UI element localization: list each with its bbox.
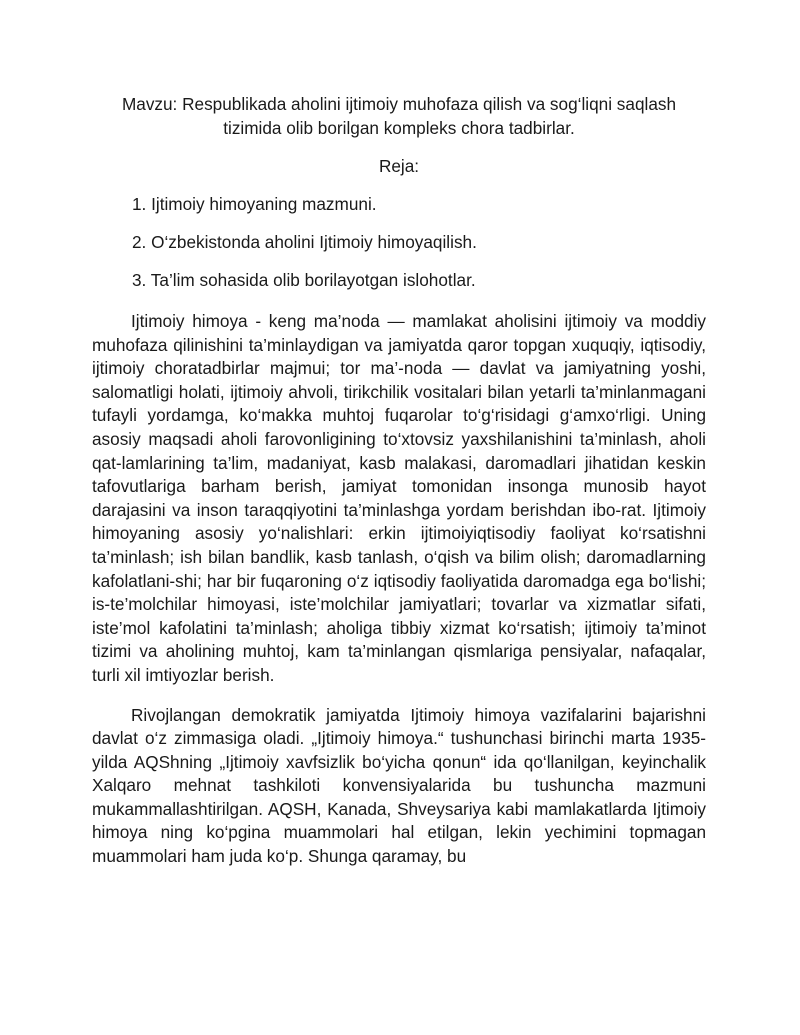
title-line-2: tizimida olib borilgan kompleks chora tadbirlar. (223, 118, 575, 138)
plan-list (92, 192, 706, 292)
title-line-1: Mavzu: Respublikada aholini ijtimoiy muhofaza qilish va sog‘liqni saqlash (121, 94, 677, 114)
document-title (92, 92, 706, 140)
body-paragraph: Rivojlangan demokratik jamiyatda Ijtimoiy himoya vazifalarini bajarishni davlat o‘z zimmasiga oladi. „Ijtimoiy himoya.“ tushunchasi birinchi marta 1935-yilda AQShning „Ijtimoiy xavfsizlik bo‘yicha qonun“ ida qo‘llanilgan, keyinchalik Xalqaro mehnat tashkiloti konvensiyalarida bu tushuncha mazmuni mukammallashtirilgan. AQSH, Kanada, Shveysariya kabi mamlakatlarda Ijtimoiy himoya ning ko‘pgina muammolari hal etilgan, lekin yechimini topmagan muammolari ham juda ko‘p. Shunga qaramay, bu (92, 704, 706, 867)
body-paragraph: Ijtimoiy himoya - keng ma’noda — mamlakat aholisini ijtimoiy va moddiy muhofaza qilinishini ta’minlaydigan va jamiyatda qaror topgan xuquqiy, iqtisodiy, ijtimoiy choratadbirlar majmui; tor ma’-noda — davlat va jamiyatning yoshi, salomatligi holati, ijtimoiy ahvoli, tirikchilik vositalari bilan yetarli ta’minlanmagani tufayli yordamga, ko‘makka muhtoj fuqarolar to‘g‘risidagi g‘amxo‘rligi. Uning asosiy maqsadi aholi farovonligining to‘xtovsiz yaxshilanishini ta’minlash, aholi qat-lamlarining ta’lim, madaniyat, kasb malakasi, daromadlari jihatidan keskin tafovutlariga barham berish, jamiyat tomonidan insonga munosib hayot darajasini va inson taraqqiyotini ta’minlashga yordam berishdan ibo-rat. Ijtimoiy himoyaning asosiy yo‘nalishlari: erkin ijtimoiyiqtisodiy faoliyat ko‘rsatishni ta’minlash; ish bilan bandlik, kasb tanlash, o‘qish va bilim olish; daromadlarning kafolatlani-shi; har bir fuqaroning o‘z iqtisodiy faoliyatida daromadga ega bo‘lishi; is-te’molchilar himoyasi, iste’molchilar jamiyatlari; tovarlar va xizmatlar sifati, iste’mol kafolatini ta’minlash; aholiga tibbiy xizmat ko‘rsatish; ijtimoiy ta’minot tizimi va aholining muhtoj, kam ta’minlangan qismlariga pensiyalar, nafaqalar, turli xil imtiyozlar berish. (92, 311, 706, 685)
plan-item: 1. Ijtimoiy himoyaning mazmuni. (132, 194, 377, 214)
plan-item: 3. Ta’lim sohasida olib borilayotgan islohotlar. (132, 270, 476, 290)
document-page (92, 92, 706, 869)
plan-heading: Reja: (378, 156, 420, 176)
plan-item: 2. O‘zbekistonda aholini Ijtimoiy himoyaqilish. (132, 232, 477, 252)
